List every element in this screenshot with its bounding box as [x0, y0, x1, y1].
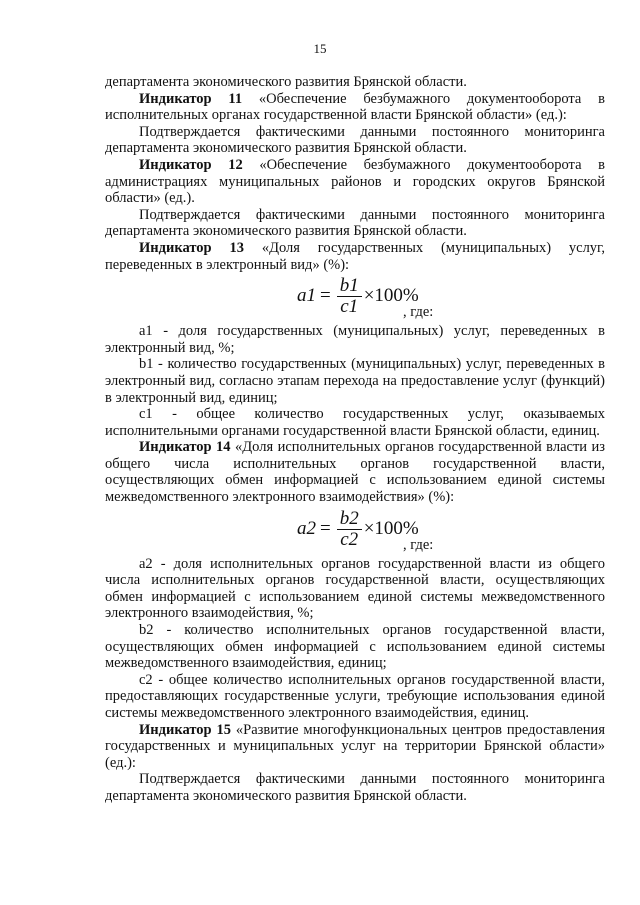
confirmation-paragraph: Подтверждается фактическими данными постоянного мониторинга департамента экономического развития Брянской области. — [105, 123, 605, 157]
formula-a2-lhs: a2 — [297, 517, 316, 539]
indicator-11-label: Индикатор 11 — [139, 90, 243, 107]
indicator-11-text: «Обеспечение безбумажного документооборота в исполнительных органах государственной власти Брянской области» (ед.): — [105, 90, 605, 124]
indicator-12 — [105, 157, 605, 207]
formula-a2-numerator: b2 — [337, 509, 362, 530]
formula-a1-multiplier: ×100% — [363, 285, 419, 307]
formula-a2 — [105, 506, 605, 556]
document-body — [105, 74, 605, 805]
definition-c1: c1 - общее количество государственных услуг, оказываемых исполнительными органами государственной власти Брянской области, единиц. — [105, 406, 605, 439]
indicator-14-text: «Доля исполнительных органов государственной власти из общего числа исполнительных органов государственной власти, осуществляющих обмен информацией с использованием единой системы межведомственного электронного взаимодействия» (%): — [105, 439, 605, 506]
definition-b2: b2 - количество исполнительных органов государственной власти, осуществляющих обмен информацией с использованием единой системы межведомственного взаимодействия, единиц; — [105, 622, 605, 672]
indicator-11 — [105, 91, 605, 124]
formula-a1-eq: = — [320, 285, 331, 307]
indicator-12-text: «Обеспечение безбумажного документооборота в администрациях муниципальных районов и городских округов Брянской области» (ед.). — [105, 156, 605, 207]
formula-a1-fraction — [337, 276, 362, 317]
formula-a1-numerator: b1 — [337, 276, 362, 297]
indicator-13 — [105, 240, 605, 273]
indicator-15-text: «Развитие многофункциональных центров предоставления государственных и муниципальных услуг на территории Брянской области» (ед.): — [105, 721, 605, 771]
indicator-13-text: «Доля государственных (муниципальных) услуг, переведенных в электронный вид» (%): — [105, 239, 605, 273]
indicator-15 — [105, 722, 605, 772]
confirmation-paragraph: Подтверждается фактическими данными постоянного мониторинга департамента экономического развития Брянской области. — [105, 771, 605, 804]
formula-a1-lhs: a1 — [297, 285, 316, 307]
formula-a2-multiplier: ×100% — [363, 517, 419, 539]
definition-c2: c2 - общее количество исполнительных органов государственной власти, предоставляющих государственные услуги, требующие использования единой системы межведомственного электронного взаимодействия, единиц. — [105, 671, 605, 721]
indicator-15-label: Индикатор 15 — [139, 721, 231, 738]
indicator-14 — [105, 439, 605, 505]
indicator-14-label: Индикатор 14 — [139, 439, 231, 456]
page-number: 15 — [313, 41, 327, 56]
formula-a2-suffix: , где: — [403, 536, 434, 553]
formula-a2-eq: = — [320, 517, 331, 539]
formula-a2-fraction — [337, 509, 362, 550]
formula-a2-denominator: c2 — [340, 528, 359, 550]
definition-a2: a2 - доля исполнительных органов государственной власти из общего числа исполнительных органов государственной власти, осуществляющих обмен информацией с использованием единой системы межведомственного электронного взаимодействия, %; — [105, 555, 605, 622]
formula-a1-denominator: c1 — [340, 296, 359, 318]
formula-a1-suffix: , где: — [403, 304, 434, 321]
indicator-13-label: Индикатор 13 — [139, 239, 244, 256]
paragraph-department: департамента экономического развития Брянской области. — [105, 74, 467, 90]
definition-b1: b1 - количество государственных (муниципальных) услуг, переведенных в электронный вид, согласно этапам перехода на предоставление услуг (функций) в электронный вид, единиц; — [105, 356, 605, 406]
confirmation-paragraph: Подтверждается фактическими данными постоянного мониторинга департамента экономического развития Брянской области. — [105, 206, 605, 240]
indicator-12-label: Индикатор 12 — [139, 156, 243, 173]
definition-a1: a1 - доля государственных (муниципальных) услуг, переведенных в электронный вид, %; — [105, 323, 605, 356]
formula-a1 — [105, 273, 605, 323]
